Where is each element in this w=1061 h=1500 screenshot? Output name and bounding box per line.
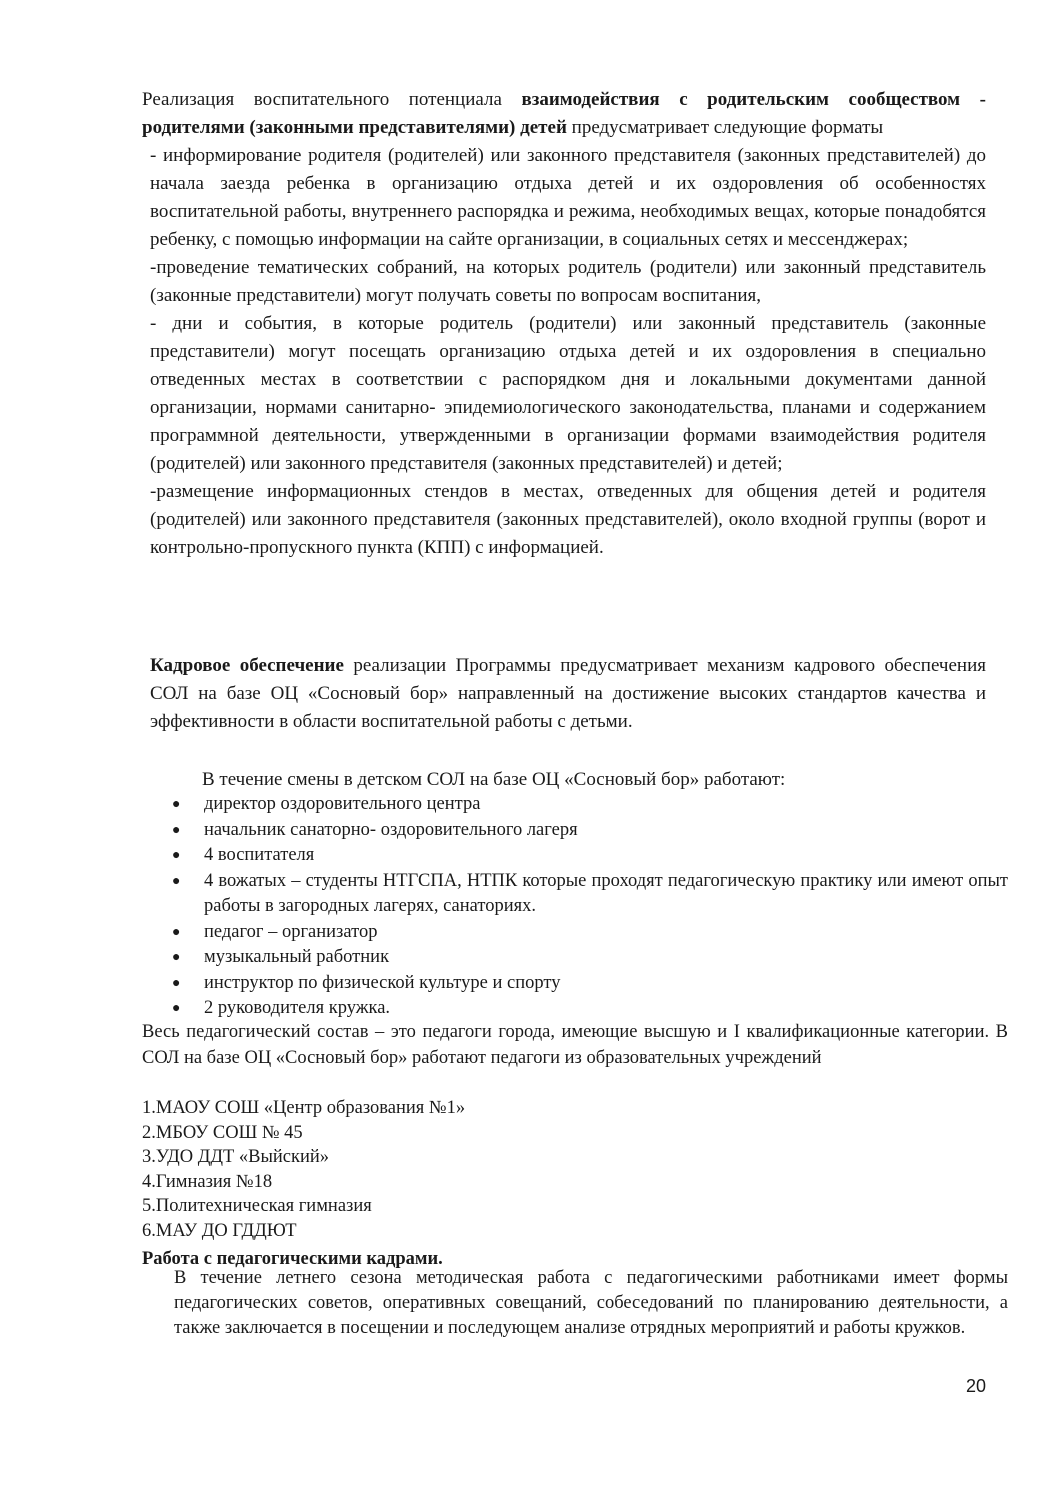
list-item: 4.Гимназия №18 [142,1171,273,1192]
staffing-section [150,652,986,736]
parents-format-item: -проведение тематических собраний, на которых родитель (родители) или законный представитель (законные представители) могут получать советы по вопросам воспитания, [150,257,986,306]
bullet-icon: ● [172,1001,181,1016]
schools-list [142,1096,465,1243]
bullet-icon: ● [172,822,181,838]
bullet-icon: ● [172,975,181,991]
list-item-text: музыкальный работник [204,947,390,967]
bullet-icon: ● [172,950,181,965]
list-item [150,971,1008,997]
work-heading: Работа с педагогическими кадрами. [142,1249,443,1269]
list-item: 3.УДО ДДТ «Выйский» [142,1147,330,1167]
list-item-text: 4 вожатых – студенты НТГСПА, НТПК которые проходят педагогическую практику или имеют опыт работы в загородных лагерях, санаториях. [204,870,1008,916]
lead-bold-text: взаимодействия с родительским сообществом - родителями (законными представителями) детей [142,89,986,138]
page-number: 20 [966,1376,987,1396]
staff-intro: В течение смены в детском СОЛ на базе ОЦ «Сосновый бор» работают: [202,769,786,790]
list-item [150,818,1008,844]
list-item [150,920,1008,946]
list-item [150,996,1008,1022]
list-item [150,869,1008,920]
bullet-icon: ● [172,873,181,889]
list-item-text: инструктор по физической культуре и спорту [204,972,561,993]
bullet-icon: ● [172,924,181,940]
list-item-text: педагог – организатор [204,921,378,942]
list-item: 1.МАОУ СОШ «Центр образования №1» [142,1098,466,1118]
bullet-icon: ● [172,797,181,812]
staffing-bold-heading: Кадровое обеспечение [150,655,344,676]
parents-format-item: - дни и события, в которые родитель (родители) или законный представитель (законные представители) могут посещать организацию отдыха детей и их оздоровления в специально отведенных местах в соответствии с распорядком дня и локальными документами данной организации, нормами санитарно- эпидемиологического законодательства, планами и содержанием программной деятельности, утвержденными в организации формами взаимодействия родителя (родителей) или законного представителя (законных представителей) и детей; [150,313,986,474]
list-item: 2.МБОУ СОШ № 45 [142,1122,303,1143]
list-item-text: 4 воспитателя [204,845,315,865]
staff-summary: Весь педагогический состав – это педагоги города, имеющие высшую и I квалификационные категории. В СОЛ на базе ОЦ «Сосновый бор» работают педагоги из образовательных учреждений [142,1022,1008,1068]
lead-tail-text: предусматривает следующие форматы [566,117,884,138]
work-paragraph: В течение летнего сезона методическая работа с педагогическими работниками имеет формы педагогических советов, оперативных совещаний, собеседований по планированию деятельности, а также заключается в посещении и последующем анализе отрядных мероприятий и работы кружков. [174,1268,1008,1338]
parents-format-item: - информирование родителя (родителей) или законного представителя (законных представителей) до начала заезда ребенка в организацию отдыха детей и их оздоровления об особенностях воспитательной работы, внутреннего распорядка и режима, необходимых вещах, которые понадобятся ребенку, с помощью информации на сайте организации, в социальных сетях и мессенджерах; [150,145,986,250]
list-item-text: начальник санаторно- оздоровительного лагеря [204,819,578,840]
lead-text: Реализация воспитательного потенциала [142,89,522,110]
list-item [150,945,1008,971]
list-item-text: 2 руководителя кружка. [204,998,391,1018]
list-item-text: директор оздоровительного центра [204,794,481,814]
staff-list [150,792,1008,1022]
list-item: 5.Политехническая гимназия [142,1196,372,1216]
staffing-paragraph [150,652,986,736]
list-item [150,843,1008,869]
parents-interaction-section [142,86,986,562]
staffing-text: реализации Программы предусматривает механизм кадрового обеспечения СОЛ на базе ОЦ «Сосновый бор» направленный на достижение высоких стандартов качества и эффективности в области воспитательной работы с детьми. [150,655,986,732]
list-item: 6.МАУ ДО ГДДЮТ [142,1220,297,1241]
parents-format-item: -размещение информационных стендов в местах, отведенных для общения детей и родителя (родителей) или законного представителя (законных представителей), около входной группы (ворот и контрольно-пропускного пункта (КПП) с информацией. [150,481,986,558]
list-item [150,792,1008,818]
parents-lead-paragraph [142,86,986,142]
bullet-icon: ● [172,848,181,863]
